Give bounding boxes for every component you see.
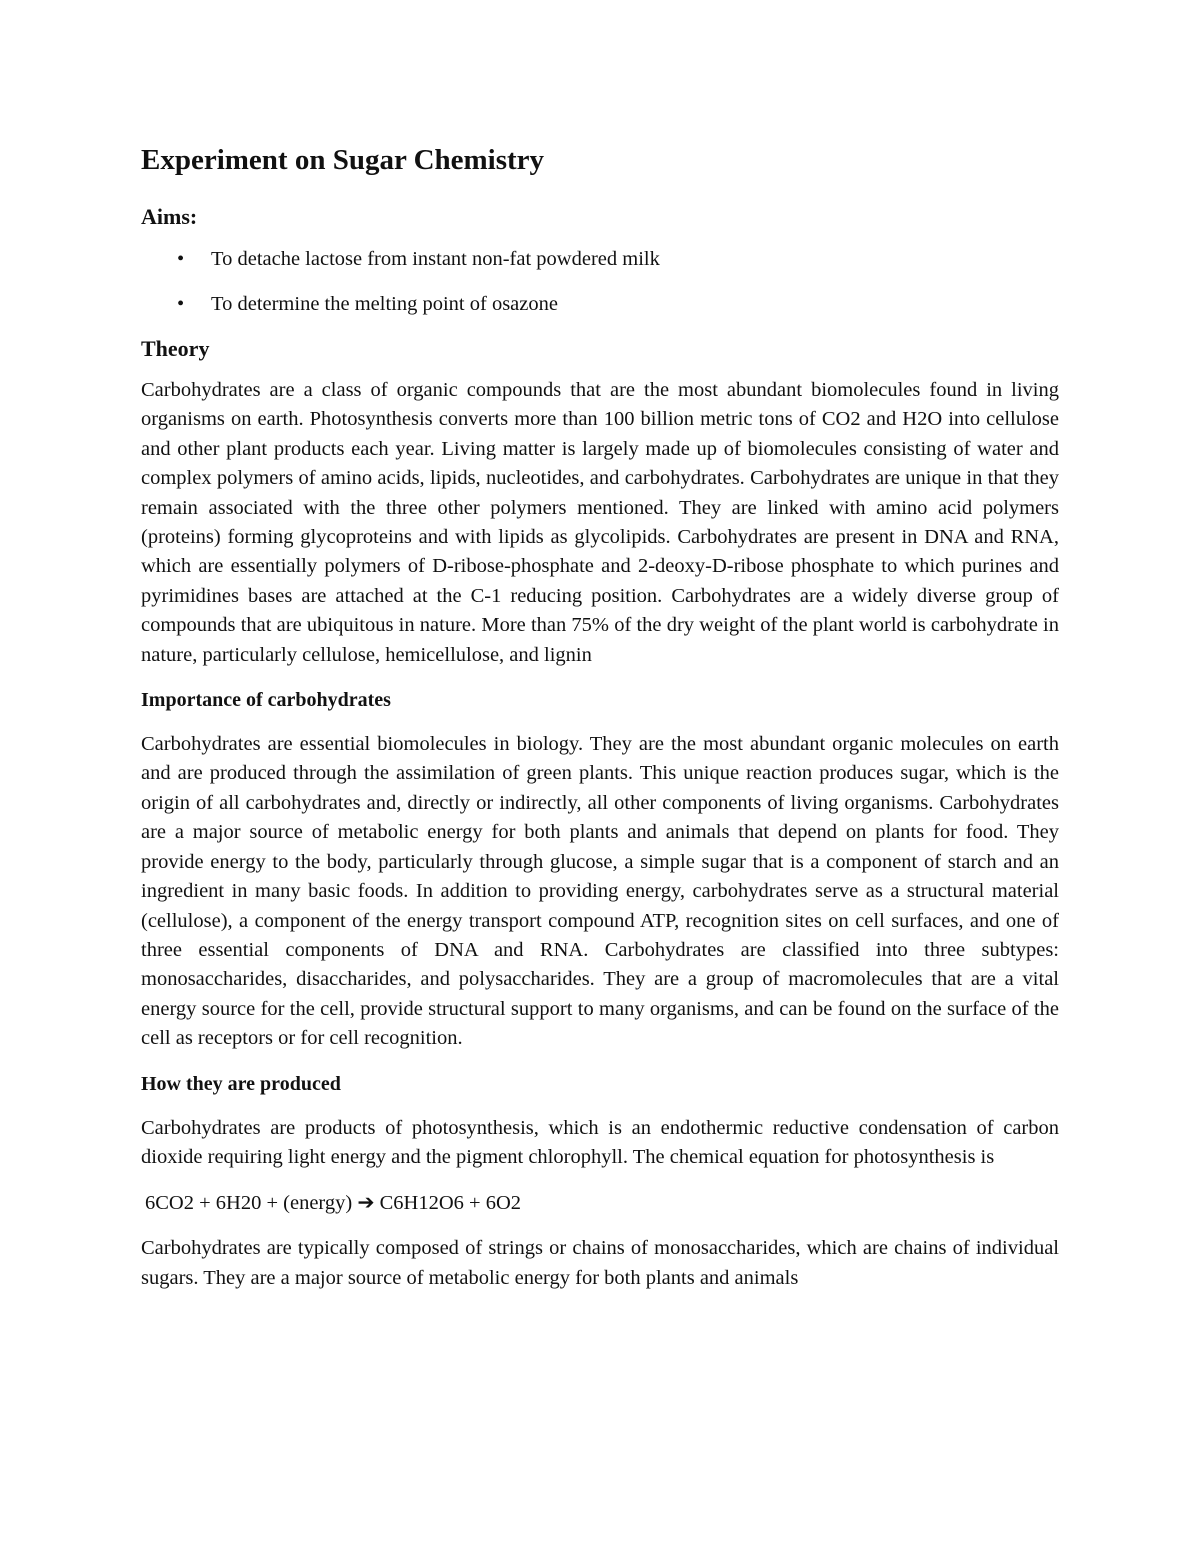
importance-paragraph: Carbohydrates are essential biomolecules in biology. They are the most abundant organic molecules on earth and are produced through the assimilation of green plants. This unique reaction produces sugar, which is the origin of all carbohydrates and, directly or indirectly, all other components of living organisms. Carbohydrates are a major source of metabolic energy for both plants and animals that depend on plants for food. They provide energy to the body, particularly through glucose, a simple sugar that is a component of starch and an ingredient in many basic foods. In addition to providing energy, carbohydrates serve as a structural material (cellulose), a component of the energy transport compound ATP, recognition sites on cell surfaces, and one of three essential components of DNA and RNA. Carbohydrates are classified into three subtypes: monosaccharides, disaccharides, and polysaccharides. They are a group of macromolecules that are a vital energy source for the cell, provide structural support to many organisms, and can be found on the surface of the cell as receptors or for cell recognition. (141, 733, 1059, 1050)
theory-heading: Theory (141, 336, 210, 361)
bullet-icon: • (177, 248, 185, 270)
list-item (141, 289, 1059, 319)
list-item (141, 244, 1059, 274)
aims-heading: Aims: (141, 204, 198, 229)
theory-paragraph: Carbohydrates are a class of organic compounds that are the most abundant biomolecules found in living organisms on earth. Photosynthesis converts more than 100 billion metric tons of CO2 and H2O into cellulose and other plant products each year. Living matter is largely made up of biomolecules consisting of water and complex polymers of amino acids, lipids, nucleotides, and carbohydrates. Carbohydrates are unique in that they remain associated with the three other polymers mentioned. They are linked with amino acid polymers (proteins) forming glycoproteins and with lipids as glycolipids. Carbohydrates are present in DNA and RNA, which are essentially polymers of D-ribose-phosphate and 2-deoxy-D-ribose phosphate to which purines and pyrimidines bases are attached at the C-1 reducing position. Carbohydrates are a widely diverse group of compounds that are ubiquitous in nature. More than 75% of the dry weight of the plant world is carbohydrate in nature, particularly cellulose, hemicellulose, and lignin (141, 379, 1059, 666)
document-title: Experiment on Sugar Chemistry (141, 144, 545, 176)
produced-heading: How they are produced (141, 1072, 341, 1095)
document-page (141, 140, 1059, 1309)
aim-text: To determine the melting point of osazone (211, 293, 558, 315)
closing-paragraph: Carbohydrates are typically composed of strings or chains of monosaccharides, which are chains of individual sugars. They are a major source of metabolic energy for both plants and animals (141, 1237, 1059, 1289)
bullet-icon: • (177, 293, 185, 315)
produced-paragraph: Carbohydrates are products of photosynthesis, which is an endothermic reductive condensation of carbon dioxide requiring light energy and the pigment chlorophyll. The chemical equation for photosynthesis is (141, 1116, 1059, 1168)
photosynthesis-equation: 6CO2 + 6H20 + (energy) ➔ C6H12O6 + 6O2 (145, 1192, 522, 1215)
aims-list (141, 244, 1059, 319)
importance-heading: Importance of carbohydrates (141, 689, 391, 712)
aim-text: To detache lactose from instant non-fat powdered milk (211, 248, 660, 270)
